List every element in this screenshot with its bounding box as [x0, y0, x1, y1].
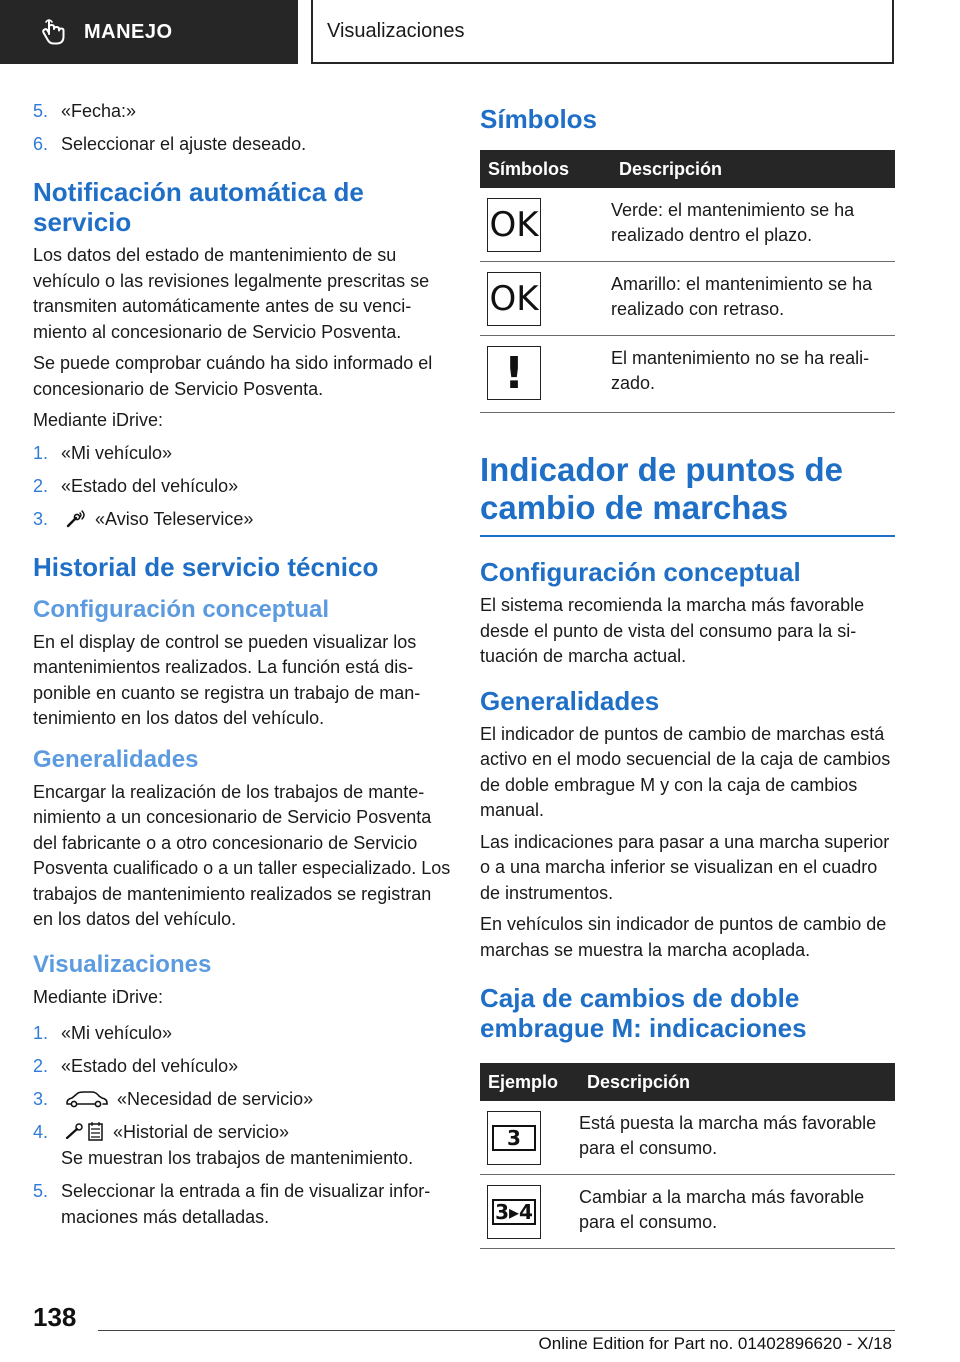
heading-generalidades: Generalidades — [33, 745, 199, 773]
section-tab — [311, 0, 894, 64]
heading-caja-cambios: Caja de cambios de doble embrague M: indicaciones — [480, 983, 807, 1043]
chapter-tab — [0, 0, 298, 64]
page-header — [0, 0, 960, 66]
table-cell: Amarillo: el mantenimiento se ha realizado con retraso. — [611, 262, 895, 336]
heading-notificacion: Notificación automática de servicio — [33, 177, 364, 237]
table-header: Descripción — [611, 150, 895, 188]
heading-configuracion: Configuración conceptual — [480, 557, 801, 587]
list-item: 5. Seleccionar la entrada a fin de visualizar informaciones más detalladas. — [33, 1181, 431, 1227]
heading-historial: Historial de servicio técnico — [33, 551, 379, 582]
footer-rule — [98, 1330, 895, 1331]
gear-table — [480, 1063, 895, 1249]
table-cell: El mantenimiento no se ha realizado. — [611, 336, 895, 413]
paragraph: Mediante iDrive: — [33, 410, 164, 430]
heading-rule — [480, 535, 895, 537]
teleservice-wrench-icon — [65, 509, 87, 529]
paragraph: Encargar la realización de los trabajos de mantenimiento a un concesionario de Servicio Posventa del fabricante o a otro concesionario de Servicio Posventa cualificado o a un taller especializado. Los trabajos de mantenimiento realizados se registran en los datos del vehículo. — [33, 781, 451, 929]
heading-visualizaciones: Visualizaciones — [33, 950, 212, 978]
ok-green-icon: OK — [487, 198, 541, 252]
table-header: Descripción — [579, 1063, 895, 1101]
list-item: 6. Seleccionar el ajuste deseado. — [33, 134, 307, 154]
list-item: 5. «Fecha:» — [33, 101, 137, 121]
car-service-icon — [65, 1089, 109, 1109]
page-number: 138 — [33, 1302, 77, 1332]
left-column — [33, 98, 451, 1237]
table-row — [480, 262, 895, 336]
right-column — [480, 98, 895, 1249]
list-item: 3. «Aviso Teleservice» — [33, 508, 254, 529]
section-title: Visualizaciones — [327, 19, 465, 42]
paragraph: El sistema recomienda la marcha más favorable desde el punto de vista del consumo para la situación de marcha actual. — [480, 595, 865, 666]
table-row — [480, 1175, 895, 1249]
list-item: 3. «Necesidad de servicio» — [33, 1089, 314, 1109]
table-header: Símbolos — [480, 150, 611, 188]
exclamation-icon: ! — [487, 346, 541, 400]
table-header: Ejemplo — [480, 1063, 579, 1101]
heading-simbolos: Símbolos — [480, 104, 598, 134]
table-row — [480, 1101, 895, 1175]
hand-touch-icon — [38, 17, 68, 47]
paragraph: Las indicaciones para pasar a una marcha superior o a una marcha inferior se visualizan en el cuadro de instrumentos. — [480, 831, 890, 903]
table-cell: Verde: el mantenimiento se ha realizado dentro el plazo. — [611, 188, 895, 262]
table-row — [480, 188, 895, 262]
list-item: 1. «Mi vehículo» — [33, 1023, 173, 1043]
paragraph: En vehículos sin indicador de puntos de cambio de marchas se muestra la marcha acoplada. — [480, 914, 887, 960]
list-item: 4. «Historial de servicio» Se muestran los trabajos de mantenimiento. — [33, 1122, 414, 1168]
paragraph: En el display de control se pueden visualizar los mantenimientos realizados. La función está disponible en cuanto se registra un trabajo de mantenimiento en los datos del vehículo. — [33, 631, 421, 728]
heading-indicador: Indicador de puntos de cambio de marchas — [480, 451, 844, 526]
list-item: 2. «Estado del vehículo» — [33, 475, 239, 496]
gear-upshift-icon: 3▸4 — [487, 1185, 541, 1239]
list-item: 2. «Estado del vehículo» — [33, 1056, 239, 1076]
gear-3-icon: 3 — [487, 1111, 541, 1165]
table-cell: Está puesta la marcha más favorable para el consumo. — [579, 1101, 895, 1175]
edition-text: Online Edition for Part no. 01402896620 - X/18 — [538, 1334, 892, 1353]
table-cell: Cambiar a la marcha más favorable para el consumo. — [579, 1175, 895, 1249]
paragraph: El indicador de puntos de cambio de marchas está activo en el modo secuencial de la caja de cambios de doble embrague M y con la caja de cambios manual. — [480, 723, 891, 820]
heading-generalidades: Generalidades — [480, 685, 660, 716]
service-history-icon — [65, 1120, 105, 1142]
symbols-table — [480, 150, 895, 413]
heading-configuracion: Configuración conceptual — [33, 595, 330, 623]
paragraph: Se puede comprobar cuándo ha sido informado el concesionario de Servicio Posventa. — [33, 353, 433, 399]
chapter-title: MANEJO — [84, 20, 173, 43]
ok-yellow-icon: OK — [487, 272, 541, 326]
paragraph: Los datos del estado de mantenimiento de su vehículo o las revisiones legalmente prescritas se transmiten automáticamente antes de su vencimiento al concesionario de Servicio Posventa. — [33, 245, 430, 342]
paragraph: Mediante iDrive: — [33, 986, 164, 1007]
table-row — [480, 336, 895, 413]
list-item: 1. «Mi vehículo» — [33, 442, 173, 463]
page-footer — [0, 1290, 960, 1362]
